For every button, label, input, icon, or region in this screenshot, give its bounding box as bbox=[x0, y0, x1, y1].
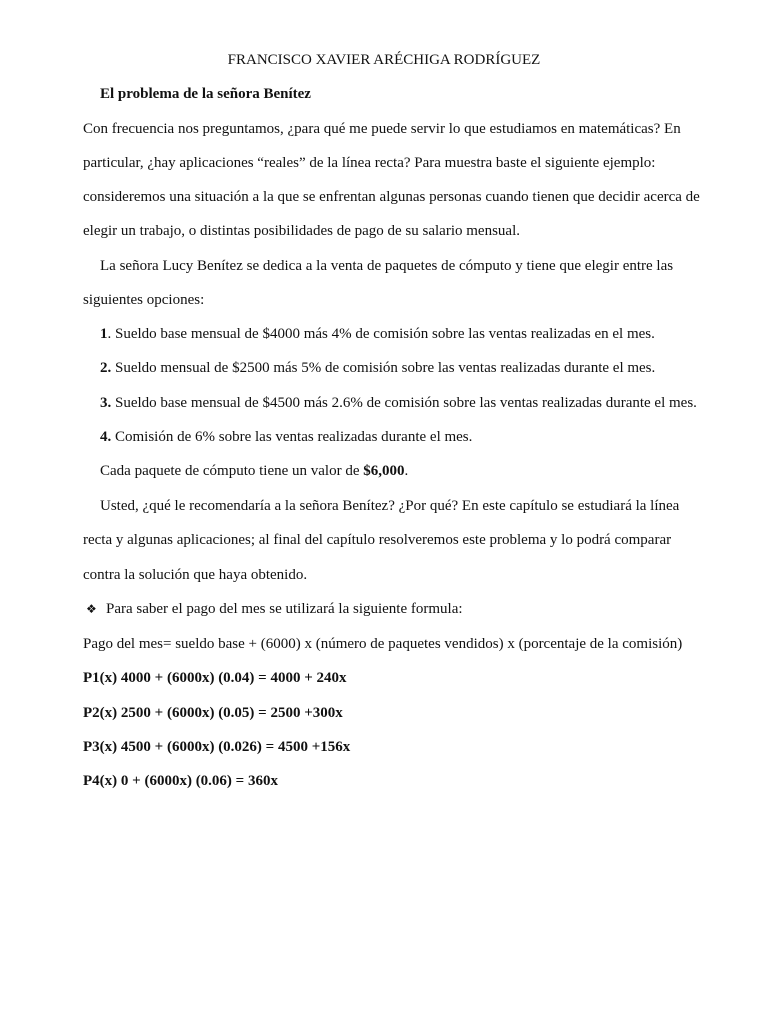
equation-line: P3(x) 4500 + (6000x) (0.026) = 4500 +156x bbox=[83, 739, 351, 755]
intro-line: particular, ¿hay aplicaciones “reales” de la línea recta? Para muestra baste el siguiente ejemplo: bbox=[83, 155, 656, 171]
option-item bbox=[100, 394, 697, 412]
option-item bbox=[100, 428, 472, 446]
package-suffix: . bbox=[404, 463, 409, 479]
question-line: recta y algunas aplicaciones; al final del capítulo resolveremos este problema y lo podrá comparar bbox=[83, 532, 672, 548]
package-value-line bbox=[100, 462, 408, 480]
question-line: contra la solución que haya obtenido. bbox=[83, 567, 308, 583]
intro-line: elegir un trabajo, o distintas posibilidades de pago de su salario mensual. bbox=[83, 223, 520, 239]
option-number: 4. bbox=[100, 429, 112, 445]
package-value: $6,000 bbox=[363, 463, 405, 479]
intro-line: Con frecuencia nos preguntamos, ¿para qué me puede servir lo que estudiamos en matemáticas? En bbox=[83, 121, 681, 137]
option-number: 3. bbox=[100, 395, 112, 411]
formula-line: Pago del mes= sueldo base + (6000) x (número de paquetes vendidos) x (porcentaje de la comisión) bbox=[83, 636, 683, 652]
author-header: FRANCISCO XAVIER ARÉCHIGA RODRÍGUEZ bbox=[227, 52, 541, 68]
option-number: 1 bbox=[100, 326, 108, 342]
lucy-paragraph-line: siguientes opciones: bbox=[83, 292, 205, 308]
lucy-paragraph-line: La señora Lucy Benítez se dedica a la venta de paquetes de cómputo y tiene que elegir entre las bbox=[100, 258, 674, 274]
option-text: Sueldo base mensual de $4500 más 2.6% de comisión sobre las ventas realizadas durante el mes. bbox=[111, 395, 697, 411]
option-item bbox=[100, 325, 655, 343]
section-title: El problema de la señora Benítez bbox=[100, 86, 311, 102]
question-line: Usted, ¿qué le recomendaría a la señora Benítez? ¿Por qué? En este capítulo se estudiará la línea bbox=[100, 498, 680, 514]
equation-line: P1(x) 4000 + (6000x) (0.04) = 4000 + 240x bbox=[83, 670, 347, 686]
package-prefix: Cada paquete de cómputo tiene un valor de bbox=[100, 463, 364, 479]
bullet-text: Para saber el pago del mes se utilizará la siguiente formula: bbox=[106, 601, 463, 617]
diamond-bullet-icon: ❖ bbox=[86, 602, 97, 616]
equation-line: P2(x) 2500 + (6000x) (0.05) = 2500 +300x bbox=[83, 705, 343, 721]
option-item bbox=[100, 359, 655, 377]
option-text: Sueldo mensual de $2500 más 5% de comisión sobre las ventas realizadas durante el mes. bbox=[111, 360, 656, 376]
option-text: . Sueldo base mensual de $4000 más 4% de comisión sobre las ventas realizadas en el mes. bbox=[107, 326, 655, 342]
equation-line: P4(x) 0 + (6000x) (0.06) = 360x bbox=[83, 773, 278, 789]
intro-line: consideremos una situación a la que se enfrentan algunas personas cuando tienen que decidir acerca de bbox=[83, 189, 700, 205]
option-text: Comisión de 6% sobre las ventas realizadas durante el mes. bbox=[111, 429, 473, 445]
bullet-item bbox=[86, 600, 463, 618]
option-number: 2. bbox=[100, 360, 112, 376]
